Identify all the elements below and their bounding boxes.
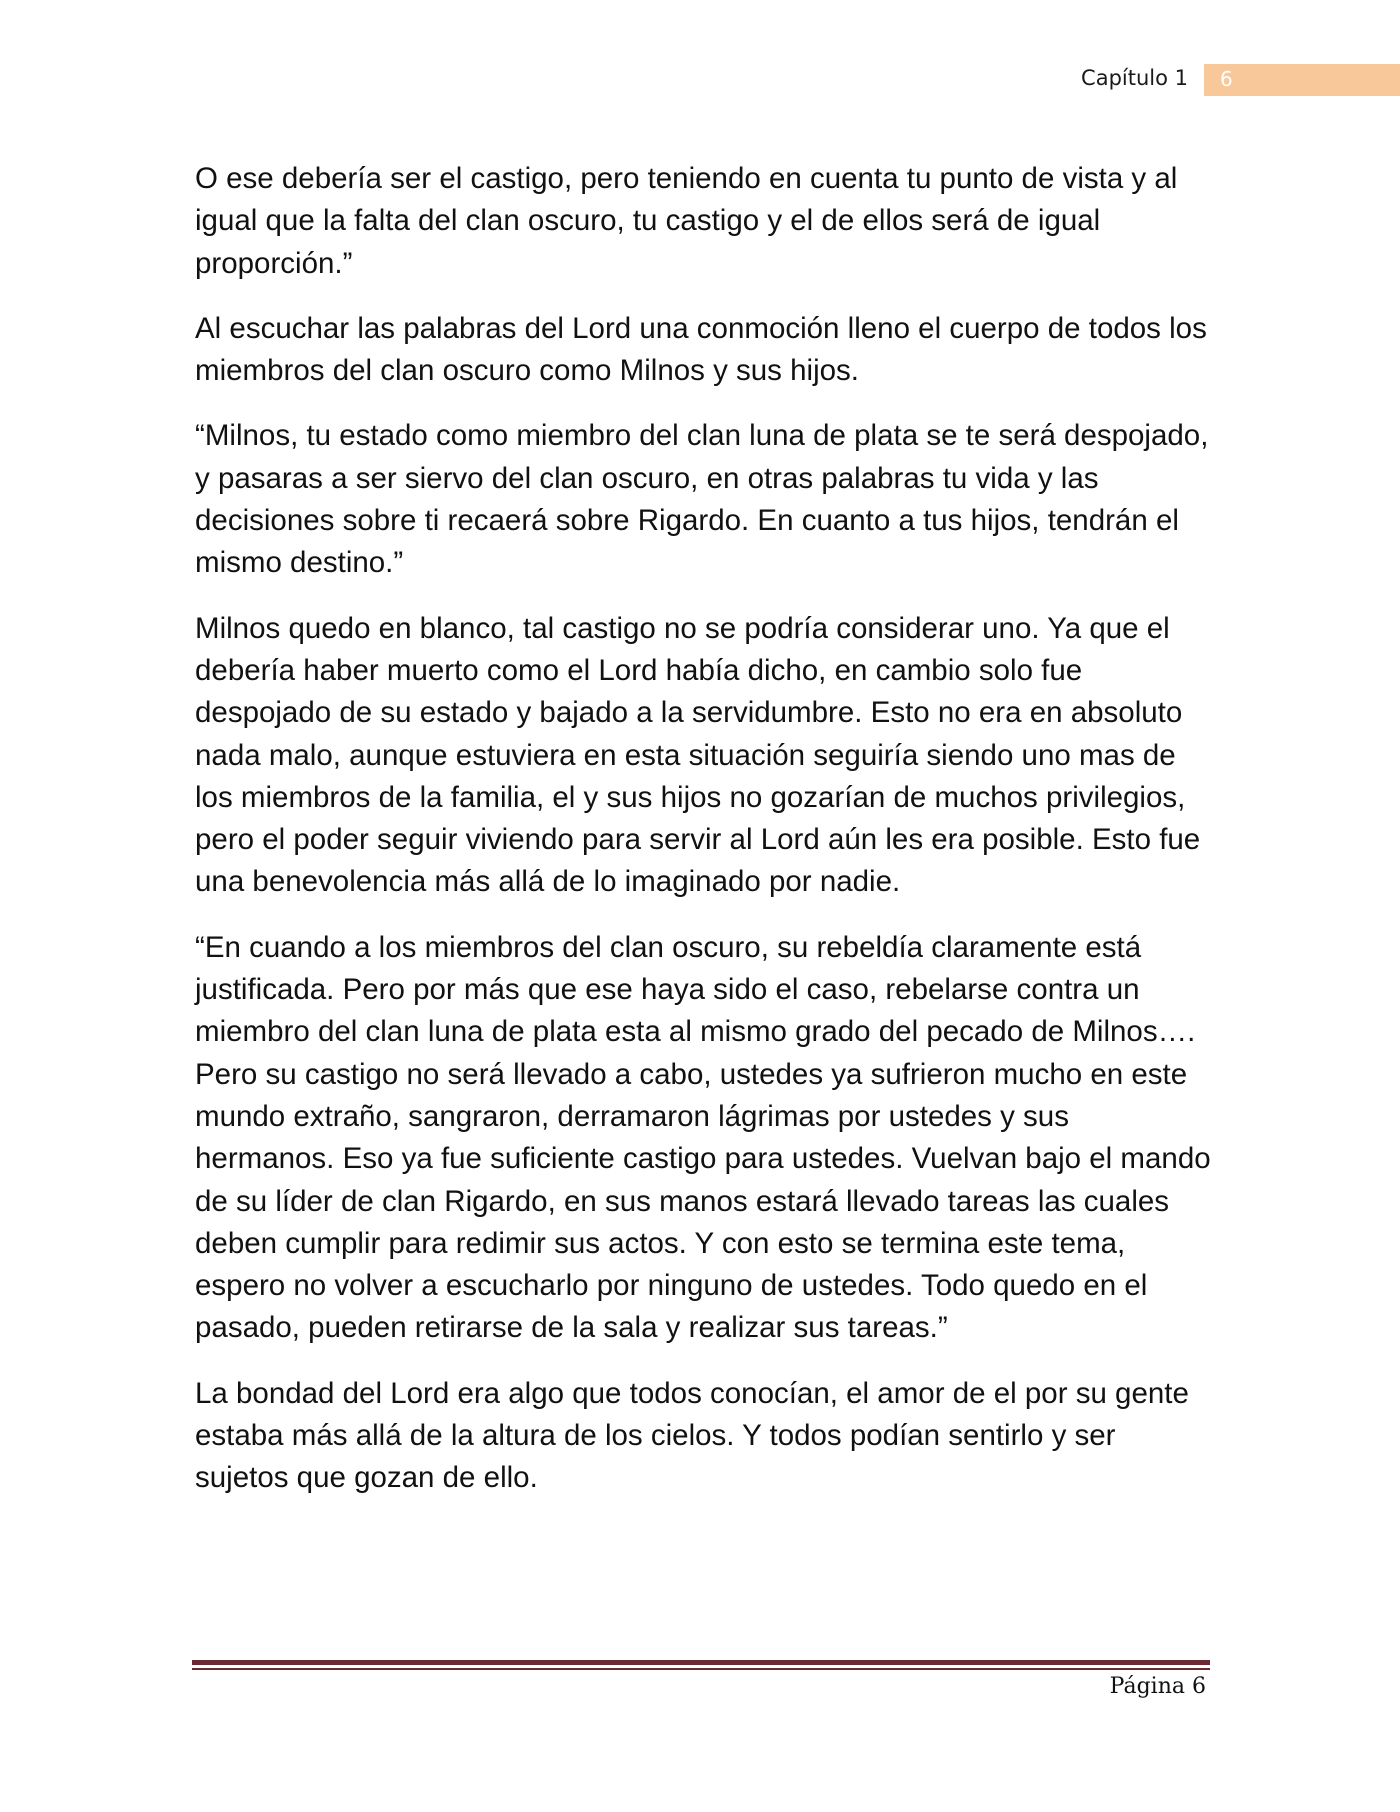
footer-page-label: Página 6	[1109, 1674, 1206, 1699]
footer-rule-thick	[192, 1660, 1210, 1665]
chapter-label: Capítulo 1	[1081, 66, 1188, 90]
paragraph: “En cuando a los miembros del clan oscuro, su rebeldía claramente está justificada. Pero por más que ese haya sido el caso, rebelarse contra un miembro del clan luna de plata esta al mismo grado del pecado de Milnos…. Pero su castigo no será llevado a cabo, ustedes ya sufrieron mucho en este mundo extraño, sangraron, derramaron lágrimas por ustedes y sus hermanos. Eso ya fue suficiente castigo para ustedes. Vuelvan bajo el mando de su líder de clan Rigardo, en sus manos estará llevado tareas las cuales deben cumplir para redimir sus actos. Y con esto se termina este tema, espero no volver a escucharlo por ninguno de ustedes. Todo quedo en el pasado, pueden retirarse de la sala y realizar sus tareas.”	[195, 930, 1211, 1345]
paragraph: “Milnos, tu estado como miembro del clan luna de plata se te será despojado, y pasaras a ser siervo del clan oscuro, en otras palabras tu vida y las decisiones sobre ti recaerá sobre Rigardo. En cuanto a tus hijos, tendrán el mismo destino.”	[195, 419, 1209, 580]
footer-rule-thin	[192, 1668, 1210, 1670]
paragraph: Milnos quedo en blanco, tal castigo no se podría considerar uno. Ya que el debería haber muerto como el Lord había dicho, en cambio solo fue despojado de su estado y bajado a la servidumbre. Esto no era en absoluto nada malo, aunque estuviera en esta situación seguiría siendo uno mas de los miembros de la familia, el y sus hijos no gozarían de muchos privilegios, pero el poder seguir viviendo para servir al Lord aún les era posible. Esto fue una benevolencia más allá de lo imaginado por nadie.	[195, 611, 1201, 899]
paragraph: O ese debería ser el castigo, pero teniendo en cuenta tu punto de vista y al igual que la falta del clan oscuro, tu castigo y el de ellos será de igual proporción.”	[195, 162, 1178, 280]
paragraph: Al escuchar las palabras del Lord una conmoción lleno el cuerpo de todos los miembros del clan oscuro como Milnos y sus hijos.	[195, 311, 1207, 388]
body-text	[195, 158, 1215, 1523]
header-page-box	[1204, 64, 1400, 96]
header-page-number: 6	[1220, 67, 1233, 91]
paragraph: La bondad del Lord era algo que todos conocían, el amor de el por su gente estaba más allá de la altura de los cielos. Y todos podían sentirlo y ser sujetos que gozan de ello.	[195, 1376, 1189, 1495]
page-header	[0, 64, 1400, 98]
